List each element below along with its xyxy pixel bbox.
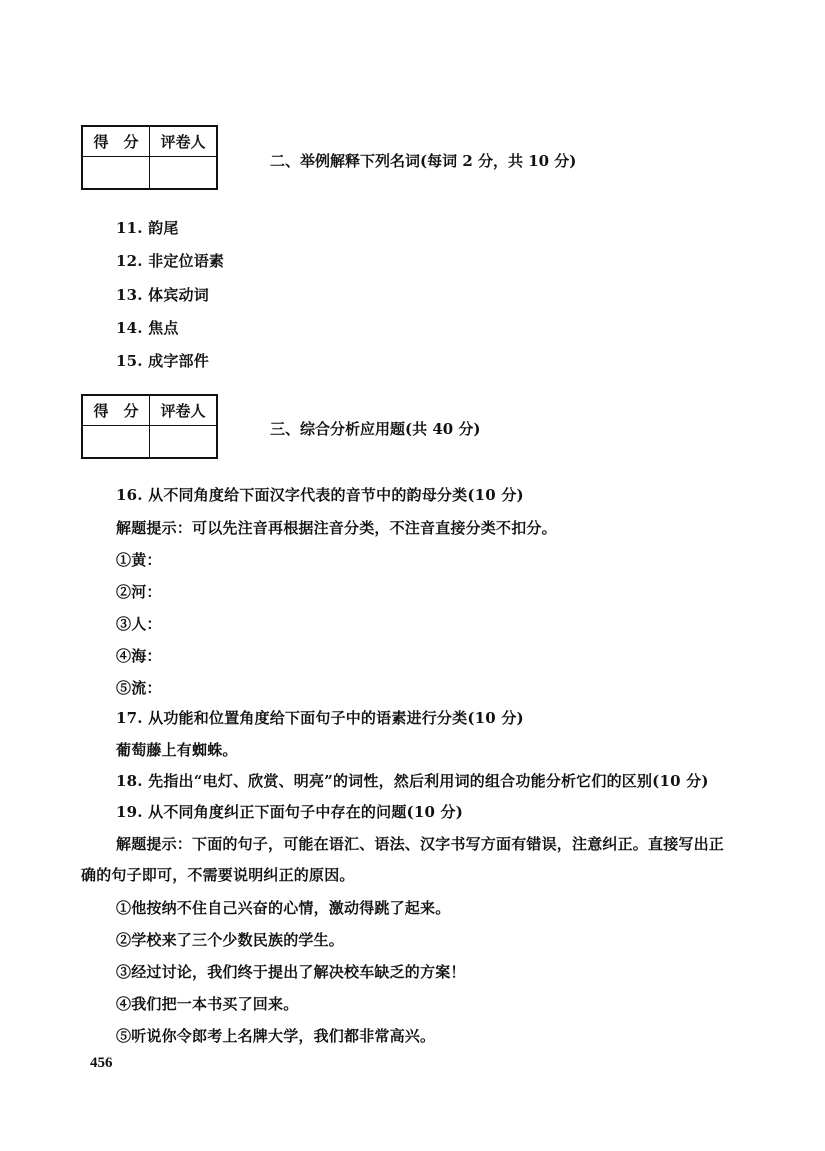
term-item: 11. 韵尾 xyxy=(116,219,179,237)
q16-item: ④海： xyxy=(116,647,162,665)
score-cell[interactable] xyxy=(82,426,150,459)
term-item: 12. 非定位语素 xyxy=(116,252,225,270)
grader-cell[interactable] xyxy=(150,426,218,459)
question-19-hint-cont: 确的句子即可，不需要说明纠正的原因。 xyxy=(81,866,355,884)
question-19: 19. 从不同角度纠正下面句子中存在的问题(10 分) xyxy=(116,803,464,821)
score-header: 得 分 xyxy=(82,395,150,426)
q19-item: ④我们把一本书买了回来。 xyxy=(116,995,299,1013)
q16-item: ③人： xyxy=(116,615,162,633)
page-number: 456 xyxy=(90,1055,113,1071)
q19-item: ⑤听说你令郎考上名牌大学，我们都非常高兴。 xyxy=(116,1027,436,1045)
score-header: 得 分 xyxy=(82,126,150,157)
score-cell[interactable] xyxy=(82,157,150,190)
section3-title: 三、综合分析应用题(共 40 分) xyxy=(270,420,481,438)
score-box-section3 xyxy=(81,394,218,459)
q19-item: ①他按纳不住自己兴奋的心情，激动得跳了起来。 xyxy=(116,899,451,917)
question-16-hint: 解题提示：可以先注音再根据注音分类，不注音直接分类不扣分。 xyxy=(116,519,557,537)
question-18: 18. 先指出“电灯、欣赏、明亮”的词性，然后利用词的组合功能分析它们的区别(10 分) xyxy=(116,772,709,790)
grader-header: 评卷人 xyxy=(150,395,218,426)
q19-item: ③经过讨论，我们终于提出了解决校车缺乏的方案！ xyxy=(116,963,466,981)
question-17: 17. 从功能和位置角度给下面句子中的语素进行分类(10 分) xyxy=(116,709,524,727)
question-19-hint: 解题提示：下面的句子，可能在语汇、语法、汉字书写方面有错误，注意纠正。直接写出正 xyxy=(116,835,725,853)
q16-item: ②河： xyxy=(116,583,162,601)
question-17-sentence: 葡萄藤上有蜘蛛。 xyxy=(116,741,238,759)
term-item: 14. 焦点 xyxy=(116,319,179,337)
term-item: 13. 体宾动词 xyxy=(116,286,209,304)
score-box-section2 xyxy=(81,125,218,190)
section2-title: 二、举例解释下列名词(每词 2 分，共 10 分) xyxy=(270,152,577,170)
grader-cell[interactable] xyxy=(150,157,218,190)
grader-header: 评卷人 xyxy=(150,126,218,157)
q19-item: ②学校来了三个少数民族的学生。 xyxy=(116,931,345,949)
term-item: 15. 成字部件 xyxy=(116,352,209,370)
q16-item: ⑤流： xyxy=(116,679,162,697)
question-16: 16. 从不同角度给下面汉字代表的音节中的韵母分类(10 分) xyxy=(116,486,524,504)
q16-item: ①黄： xyxy=(116,551,162,569)
